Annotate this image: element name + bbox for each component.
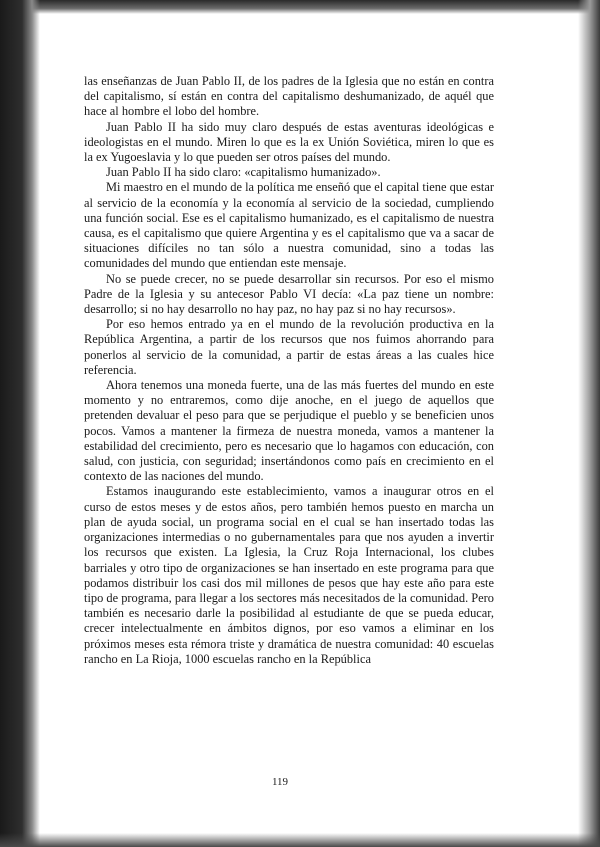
page-number: 119: [271, 776, 289, 788]
paragraph-8: Estamos inaugurando este establecimiento, vamos a inaugurar otros en el curso de estos meses y de estos años, pero también hemos puesto en marcha un plan de ayuda social, un programa social en el cual se han insertado todas las organizaciones intermedias o no gubernamentales para que nos ayuden a invertir los recursos que existen. La Iglesia, la Cruz Roja Internacional, los clubes barriales y otro tipo de organizaciones se han insertado en este programa para que podamos distribuir los casi dos mil millones de pesos que hay este año para este tipo de programa, para llegar a los sectores más necesitados de la comunidad. Pero también es necesario darle la posibilidad al estudiante de que se pueda educar, crecer intelectualmente en ámbitos dignos, por eso vamos a eliminar en los próximos meses esta rémora triste y dramática de nuestra comunidad: 40 escuelas rancho en La Rioja, 1000 escuelas rancho en la República: [84, 484, 494, 666]
paragraph-1: las enseñanzas de Juan Pablo II, de los padres de la Iglesia que no están en contra del capitalismo, sí están en contra del capitalismo deshumanizado, de aquél que hace al hombre el lobo del hombre.: [84, 74, 494, 119]
paragraph-4: Mi maestro en el mundo de la política me enseñó que el capital tiene que estar al servicio de la economía y la economía al servicio de la sociedad, cumpliendo una función social. Ese es el capitalismo humanizado, es el capitalismo de nuestra causa, es el capitalismo que quiere Argentina y es el capitalismo que va a sacar de situaciones difíciles no tan sólo a nuestra comunidad, sino a todas las comunidades del mundo que entiendan este mensaje.: [84, 180, 494, 271]
scan-shadow-bottom: [0, 833, 600, 847]
paragraph-3: Juan Pablo II ha sido claro: «capitalismo humanizado».: [106, 165, 381, 180]
paragraph-5: No se puede crecer, no se puede desarrollar sin recursos. Por eso el mismo Padre de la Iglesia y su antecesor Pablo VI decía: «La paz tiene un nombre: desarrollo; si no hay desarrollo no hay paz, no hay paz si no hay recursos».: [84, 271, 494, 317]
paragraph-6: Por eso hemos entrado ya en el mundo de la revolución productiva en la República Argentina, a partir de los recursos que nos fuimos ahorrando para ponerlos al servicio de la comunidad, a partir de estas áreas a las cuales hice referencia.: [84, 317, 494, 377]
book-spine-shadow: [0, 0, 40, 847]
paragraph-7: Ahora tenemos una moneda fuerte, una de las más fuertes del mundo en este momento y no entraremos, como dije anoche, en el juego de aquellos que pretenden devaluar el peso para que se perjudique el pueblo y se beneficien unos pocos. Vamos a mantener la firmeza de nuestra moneda, vamos a mantener la estabilidad del crecimiento, pero es necesario que lo hagamos con educación, con salud, con justicia, con seguridad; insertándonos como país en crecimiento en el contexto de las naciones del mundo.: [84, 378, 494, 484]
scan-shadow-right: [578, 0, 600, 847]
scan-shadow-top: [0, 0, 600, 14]
body-text: [84, 74, 494, 667]
paragraph-2: Juan Pablo II ha sido muy claro después de estas aventuras ideológicas e ideologistas en el mundo. Miren lo que es la ex Unión Soviética, miren lo que es la ex Yugoeslavia y lo que pueden ser otros países del mundo.: [84, 119, 494, 165]
